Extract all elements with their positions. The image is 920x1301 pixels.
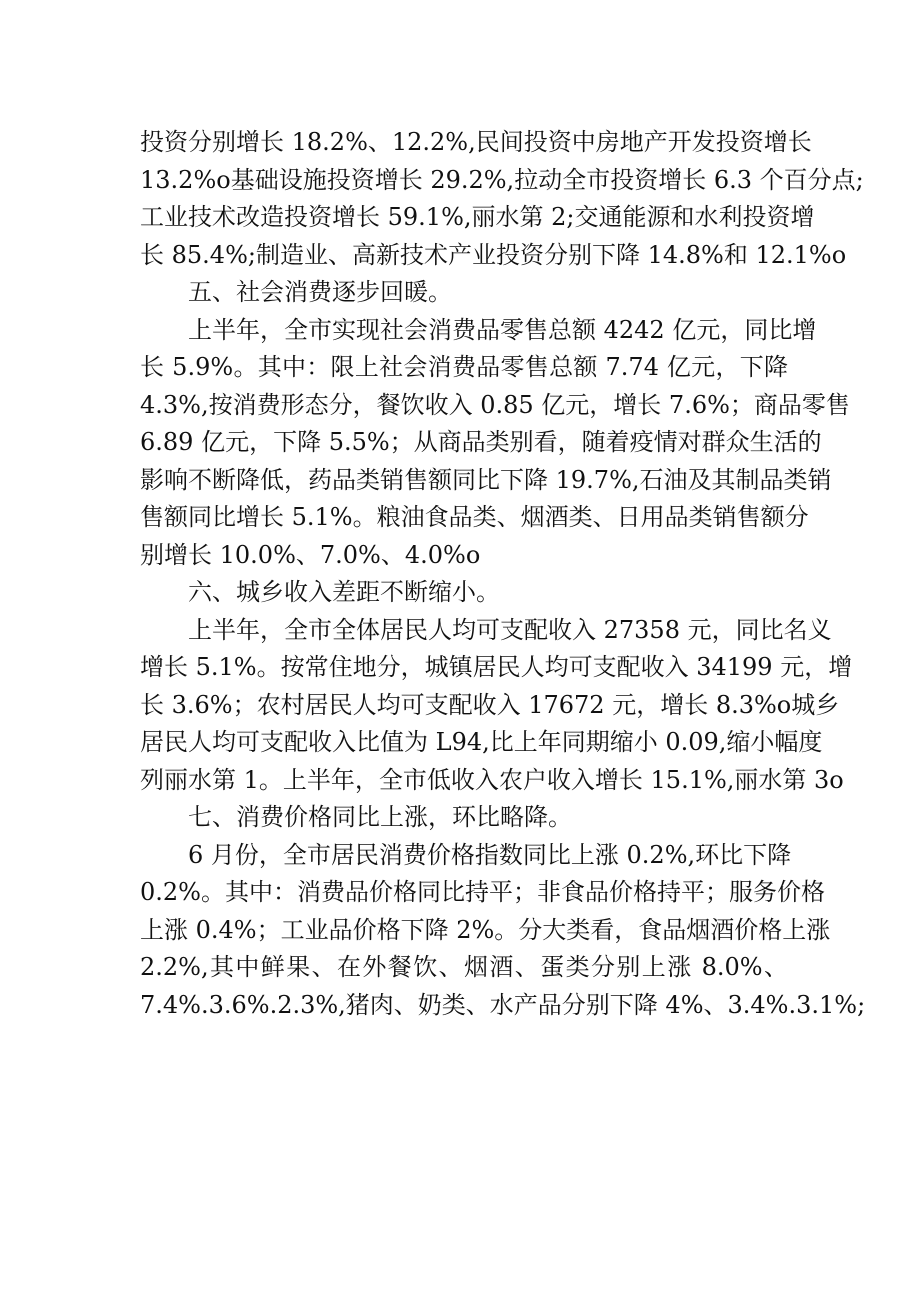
text-line: 长 3.6%；农村居民人均可支配收入 17672 元，增长 8.3%o城乡 <box>140 690 840 719</box>
text-line: 上半年，全市实现社会消费品零售总额 4242 亿元，同比增 <box>188 315 817 344</box>
heading-text: 六、城乡收入差距不断缩小。 <box>188 578 500 606</box>
section-heading-prices <box>140 799 788 837</box>
text-line: 列丽水第 1。上半年，全市低收入农户收入增长 15.1%,丽水第 3o <box>140 765 844 794</box>
text-line: 上半年，全市全体居民人均可支配收入 27358 元，同比名义 <box>188 615 832 644</box>
document-body <box>140 124 866 1024</box>
text-line: 居民人均可支配收入比值为 L94,比上年同期缩小 0.09,缩小幅度 <box>140 728 823 756</box>
heading-text: 七、消费价格同比上涨，环比略降。 <box>188 803 572 831</box>
heading-text: 五、社会消费逐步回暖。 <box>188 278 452 306</box>
text-line: 别增长 10.0%、7.0%、4.0%o <box>140 540 481 569</box>
text-line: 0.2%。其中：消费品价格同比持平；非食品价格持平；服务价格 <box>140 878 825 906</box>
text-line: 13.2%o基础设施投资增长 29.2%,拉动全市投资增长 6.3 个百分点; <box>140 165 864 194</box>
text-line: 6 月份，全市居民消费价格指数同比上涨 0.2%,环比下降 <box>188 840 792 869</box>
text-line: 上涨 0.4%；工业品价格下降 2%。分大类看，食品烟酒价格上涨 <box>140 915 831 944</box>
section-heading-consumption <box>140 274 788 312</box>
paragraph-income <box>140 612 853 800</box>
text-line: 6.89 亿元，下降 5.5%；从商品类别看，随着疫情对群众生活的 <box>140 428 822 456</box>
text-line: 2.2%,其中鲜果、在外餐饮、烟酒、蛋类分别上涨 8.0%、 <box>140 953 788 981</box>
text-line: 长 5.9%。其中：限上社会消费品零售总额 7.74 亿元，下降 <box>140 353 788 381</box>
text-line: 7.4%.3.6%.2.3%,猪肉、奶类、水产品分别下降 4%、3.4%.3.1%; <box>140 990 866 1019</box>
text-line: 工业技术改造投资增长 59.1%,丽水第 2;交通能源和水利投资增 <box>140 203 815 231</box>
text-line: 投资分别增长 18.2%、12.2%,民间投资中房地产开发投资增长 <box>140 128 812 156</box>
section-heading-income <box>140 574 788 612</box>
paragraph-consumption <box>140 312 850 575</box>
text-line: 售额同比增长 5.1%。粮油食品类、烟酒类、日用品类销售额分 <box>140 503 809 531</box>
text-line: 影响不断降低，药品类销售额同比下降 19.7%,石油及其制品类销 <box>140 465 832 494</box>
paragraph-investment-continued <box>140 124 864 274</box>
text-line: 长 85.4%;制造业、高新技术产业投资分别下降 14.8%和 12.1%o <box>140 240 847 269</box>
text-line: 4.3%,按消费形态分，餐饮收入 0.85 亿元，增长 7.6%；商品零售 <box>140 390 850 419</box>
paragraph-prices <box>140 837 866 1025</box>
text-line: 增长 5.1%。按常住地分，城镇居民人均可支配收入 34199 元，增 <box>140 653 853 681</box>
